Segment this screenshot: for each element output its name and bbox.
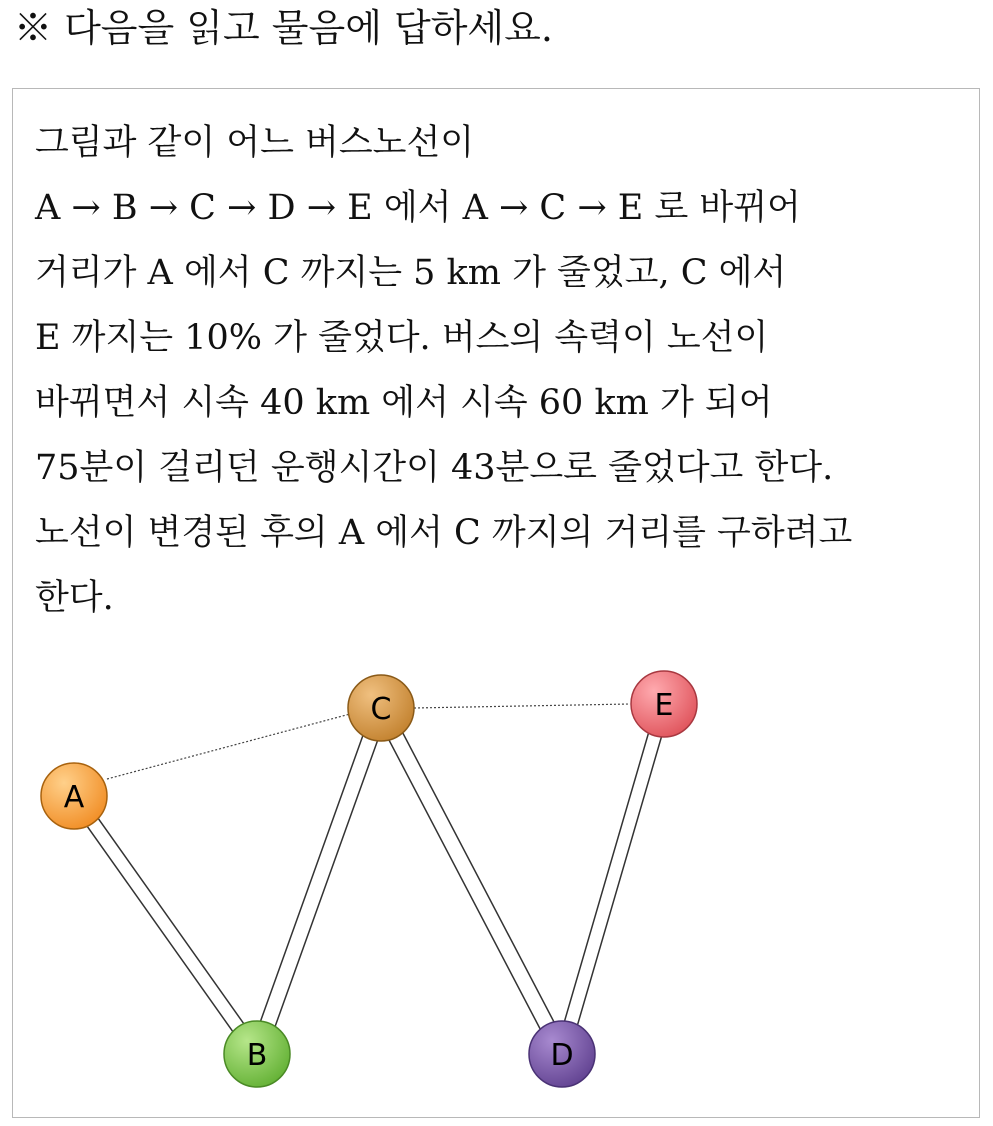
road-b-c (257, 708, 381, 1054)
problem-line-2: A → B → C → D → E 에서 A → C → E 로 바뀌어 (35, 188, 801, 228)
problem-line-3: 거리가 A 에서 C 까지는 5 km 가 줄었고, C 에서 (35, 253, 787, 293)
problem-line-6: 75분이 걸리던 운행시간이 43분으로 줄었다고 한다. (35, 448, 834, 488)
node-a-label: A (63, 780, 85, 815)
problem-line-7: 노선이 변경된 후의 A 에서 C 까지의 거리를 구하려고 (35, 513, 853, 553)
road-a-b (74, 796, 257, 1054)
node-d (529, 1021, 595, 1087)
node-e-label: E (654, 688, 674, 723)
problem-line-5: 바뀌면서 시속 40 km 에서 시속 60 km 가 되어 (35, 383, 773, 423)
problem-line-4: E 까지는 10% 가 줄었다. 버스의 속력이 노선이 (35, 318, 769, 358)
node-c-label: C (370, 692, 392, 727)
road-d-e (562, 704, 664, 1054)
problem-line-1: 그림과 같이 어느 버스노선이 (35, 123, 475, 163)
node-b-label: B (246, 1038, 268, 1073)
edge-c-e (414, 704, 630, 708)
old-route (74, 704, 664, 1054)
edge-a-c (107, 714, 350, 779)
node-b (224, 1021, 290, 1087)
node-d-label: D (550, 1038, 574, 1073)
road-c-d (381, 708, 562, 1054)
problem-line-8: 한다. (35, 578, 114, 618)
node-e (631, 671, 697, 737)
node-c (348, 675, 414, 741)
instruction-text: ※ 다음을 읽고 물음에 답하세요. (14, 6, 553, 50)
node-a (41, 763, 107, 829)
